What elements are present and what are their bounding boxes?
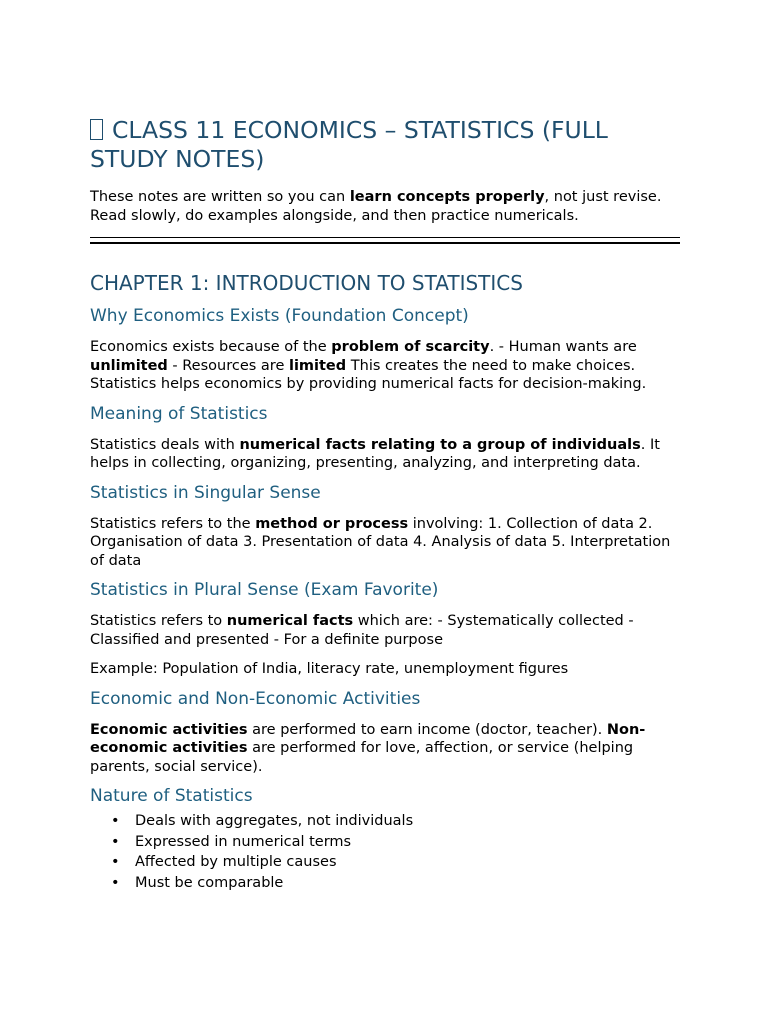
paragraph-why [90, 338, 680, 394]
missing-glyph-icon [90, 119, 103, 140]
why-bold-2: unlimited [90, 357, 168, 374]
why-text-1: Economics exists because of the [90, 339, 332, 355]
intro-text-2: , not just revise. Read slowly, do examples alongside, and then practice numericals. [90, 189, 662, 224]
plural-bold-1: numerical facts [226, 613, 354, 629]
list-item [90, 873, 680, 894]
activities-bold-1: Economic activities [90, 721, 248, 738]
list-item [90, 852, 680, 873]
list-item-text: Must be comparable [135, 874, 284, 891]
meaning-text-2: . It helps in collecting, organizing, presenting, analyzing, and interpreting data. [90, 436, 660, 471]
intro-paragraph [90, 188, 680, 225]
paragraph-plural [90, 612, 680, 649]
list-item-text: Expressed in numerical terms [135, 833, 352, 850]
chapter-heading: CHAPTER 1: INTRODUCTION TO STATISTICS [90, 271, 523, 295]
bullet-icon: • [111, 833, 120, 850]
why-text-4: This creates the need to make choices. Statistics helps economics by providing numerical facts for decision-making. [90, 357, 647, 392]
bullet-icon: • [111, 813, 120, 829]
list-item [90, 811, 680, 832]
nature-list [90, 811, 680, 893]
meaning-bold-1: numerical facts relating to a group of individuals [239, 436, 641, 453]
activities-bold-2: Non-economic activities [90, 721, 646, 756]
intro-bold-1: learn concepts properly [349, 189, 545, 205]
singular-text-2: involving: 1. Collection of data 2. Organisation of data 3. Presentation of data 4. Analysis of data 5. Interpretation of data [90, 515, 671, 569]
plural-text-2: which are: - Systematically collected - Classified and presented - For a definite purpose [90, 613, 634, 648]
bullet-icon: • [111, 874, 120, 891]
document-title [90, 116, 680, 174]
list-item-text: Deals with aggregates, not individuals [135, 813, 414, 829]
activities-text-1: are performed to earn income (doctor, teacher). [247, 721, 607, 738]
bullet-icon: • [111, 854, 120, 870]
why-bold-3: limited [288, 357, 347, 374]
section-heading-meaning: Meaning of Statistics [90, 403, 268, 424]
paragraph-example: Example: Population of India, literacy rate, unemployment figures [90, 661, 569, 677]
activities-text-2: are performed for love, affection, or service (helping parents, social service). [90, 740, 634, 775]
section-heading-singular: Statistics in Singular Sense [90, 482, 321, 503]
section-heading-why: Why Economics Exists (Foundation Concept) [90, 306, 469, 326]
document-content [90, 116, 680, 893]
document-title-text: CLASS 11 ECONOMICS – STATISTICS (FULL STUDY NOTES) [90, 116, 608, 173]
singular-text-1: Statistics refers to the [90, 515, 256, 532]
why-bold-1: problem of scarcity [331, 339, 490, 355]
section-heading-plural: Statistics in Plural Sense (Exam Favorite) [90, 580, 439, 600]
plural-text-1: Statistics refers to [90, 613, 227, 629]
section-heading-nature: Nature of Statistics [90, 786, 253, 806]
intro-text-1: These notes are written so you can [90, 189, 350, 205]
meaning-text-1: Statistics deals with [90, 436, 240, 453]
paragraph-singular [90, 515, 680, 571]
paragraph-activities [90, 721, 680, 777]
singular-bold-1: method or process [255, 515, 409, 532]
section-heading-activities: Economic and Non-Economic Activities [90, 688, 421, 709]
horizontal-rule [90, 237, 680, 244]
paragraph-meaning [90, 436, 680, 473]
why-text-2: . - Human wants are [489, 339, 637, 355]
list-item [90, 832, 680, 853]
list-item-text: Affected by multiple causes [135, 854, 337, 870]
why-text-3: - Resources are [167, 357, 289, 374]
